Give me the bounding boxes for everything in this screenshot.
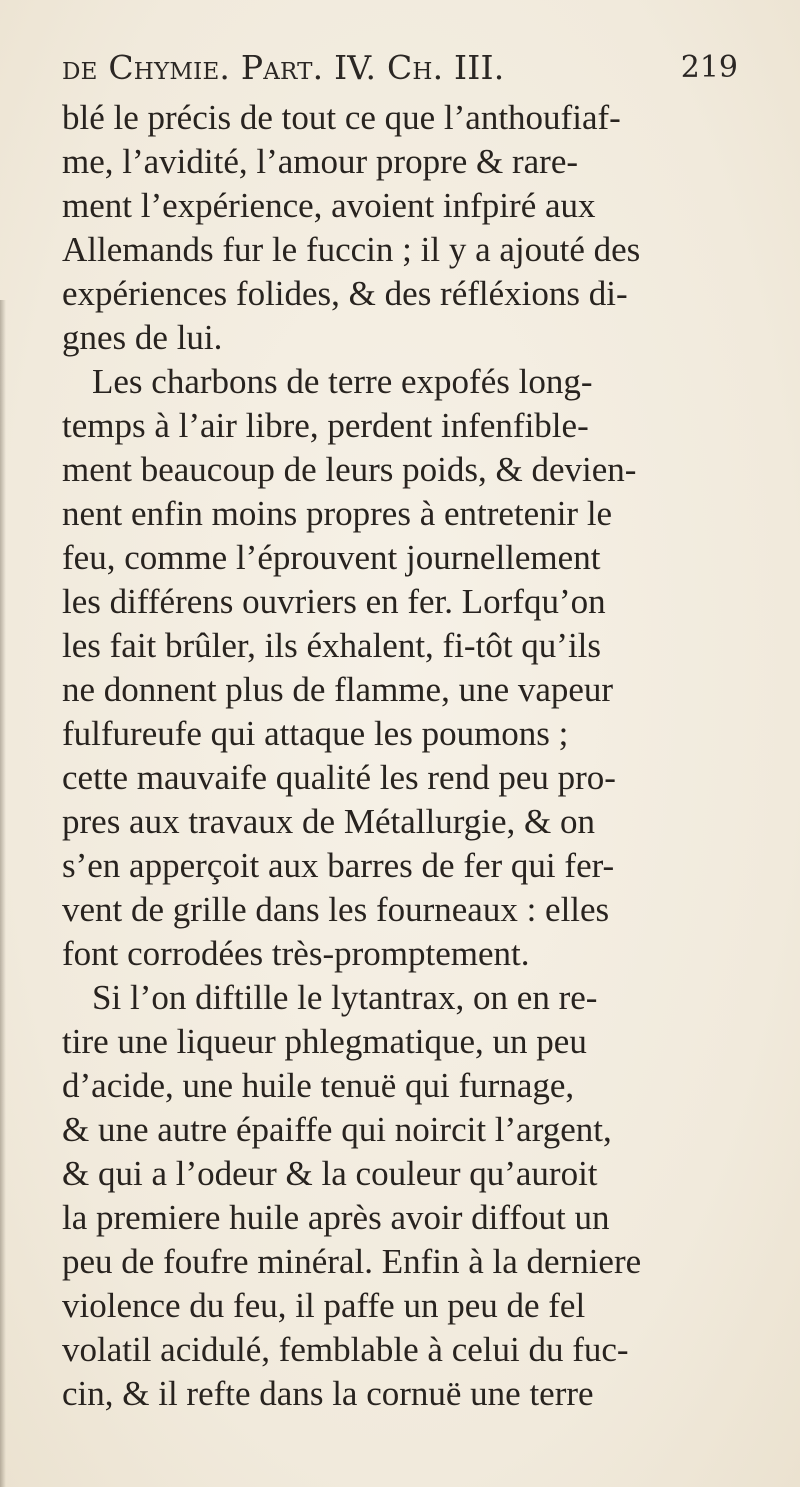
text-line: nent enfin moins propres à entretenir le [62, 494, 613, 533]
text-line: blé le précis de tout ce que l’anthoufiaf- [62, 98, 621, 137]
text-line: ment beaucoup de leurs poids, & devien- [62, 450, 637, 489]
running-head [62, 48, 762, 96]
text-line: feu, comme l’éprouvent journellement [62, 538, 601, 577]
text-line: vent de grille dans les fourneaux : elles [62, 890, 610, 929]
text-line: temps à l’air libre, perdent infenfible- [62, 406, 589, 445]
text-line: cin, & il refte dans la cornuë une terre [62, 1374, 594, 1413]
text-line: font corrodées très-promptement. [62, 934, 530, 973]
text-line: ment l’expérience, avoient infpiré aux [62, 186, 596, 225]
text-line: les fait brûler, ils éxhalent, fi-tôt qu’ils [62, 626, 602, 665]
page-number: 219 [680, 50, 738, 85]
paragraph-first-line: Si l’on diftille le lytantrax, on en re- [92, 978, 598, 1017]
text-line: violence du feu, il paffe un peu de fel [62, 1286, 586, 1325]
text-line: expériences folides, & des réfléxions di- [62, 274, 628, 313]
text-line: & qui a l’odeur & la couleur qu’auroit [62, 1154, 598, 1193]
text-line: fulfureufe qui attaque les poumons ; [62, 714, 569, 753]
text-line: gnes de lui. [62, 318, 223, 357]
text-line: d’acide, une huile tenuë qui furnage, [62, 1066, 575, 1105]
text-line: cette mauvaife qualité les rend peu pro- [62, 758, 616, 797]
text-line: pres aux travaux de Métallurgie, & on [62, 802, 595, 841]
text-line: me, l’avidité, l’amour propre & rare- [62, 142, 579, 181]
text-line: les différens ouvriers en fer. Lorfqu’on [62, 582, 606, 621]
text-line: & une autre épaiffe qui noircit l’argent, [62, 1110, 612, 1149]
text-line: tire une liqueur phlegmatique, un peu [62, 1022, 587, 1061]
paragraph-first-line: Les charbons de terre expofés long- [92, 362, 593, 401]
text-line: peu de foufre minéral. Enfin à la derniere [62, 1242, 642, 1281]
text-line: Allemands fur le fuccin ; il y a ajouté des [62, 230, 641, 269]
page-gutter-shadow [0, 300, 6, 1487]
text-line: ne donnent plus de flamme, une vapeur [62, 670, 614, 709]
running-title: de Chymie. Part. IV. Ch. III. [62, 48, 505, 87]
text-line: s’en apperçoit aux barres de fer qui fer- [62, 846, 615, 885]
text-line: volatil acidulé, femblable à celui du fuc- [62, 1330, 629, 1369]
text-line: la premiere huile après avoir diffout un [62, 1198, 610, 1237]
